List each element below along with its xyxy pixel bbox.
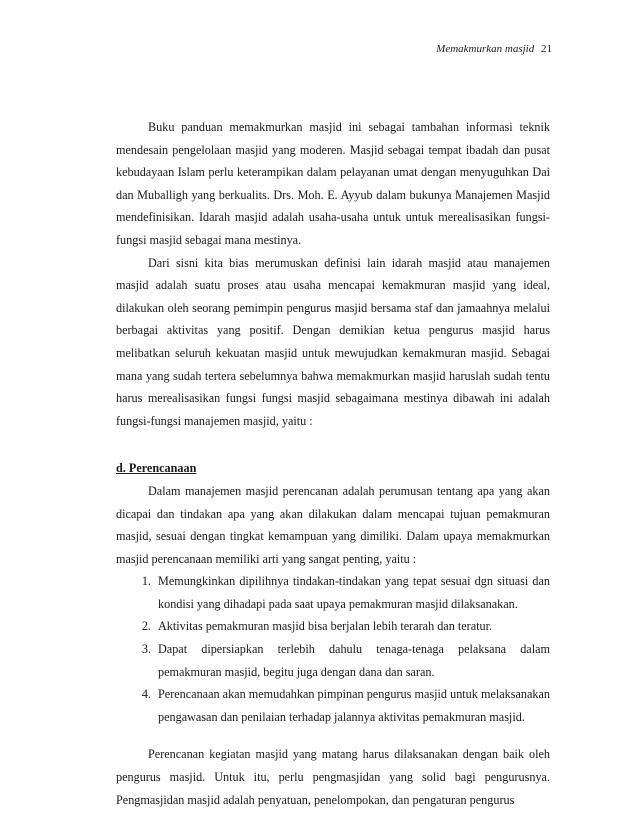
list-item: 1. Memungkinkan dipilihnya tindakan-tindakan yang tepat sesuai dgn situasi dan kondisi yang dihadapi pada saat upaya pemakmuran masjid dilaksanakan. xyxy=(154,570,550,615)
paragraph-closing: Perencanan kegiatan masjid yang matang harus dilaksanakan dengan baik oleh pengurus masjid. Untuk itu, perlu pengmasjidan yang solid bagi pengurusnya. Pengmasjidan masjid adalah penyatuan, penelompokan, dan pengaturan pengurus xyxy=(116,747,550,807)
running-header-title: Memakmurkan masjid xyxy=(436,43,535,55)
section-intro: Dalam manajemen masjid perencanan adalah perumusan tentang apa yang akan dicapai dan tindakan apa yang akan dilakukan dalam mencapai tujuan pemakmuran masjid, sesuai dengan tingkat kemampuan yang dimiliki. Dalam upaya memakmurkan masjid perencanaan memiliki arti yang sangat penting, yaitu : xyxy=(116,483,550,566)
running-header xyxy=(436,43,552,55)
list-item: 3. Dapat dipersiapkan terlebih dahulu tenaga-tenaga pelaksana dalam pemakmuran masjid, begitu juga dengan dana dan saran. xyxy=(154,638,550,683)
section-heading: d. Perencanaan xyxy=(116,461,197,476)
paragraph-definition: Dari sisni kita bias merumuskan definisi lain idarah masjid atau manajemen masjid adalah suatu proses atau usaha mencapai kemakmuran masjid yang ideal, dilakukan oleh seorang pemimpin pengurus masjid bersama staf dan jamaahnya melalui berbagai aktivitas yang positif. Dengan demikian ketua pengurus masjid harus melibatkan seluruh kekuatan masjid untuk mewujudkan kemakmuran masjid. Sebagai mana yang sudah tertera sebelumnya bahwa memakmurkan masjid haruslah sudah tentu harus merealisasikan fungsi fungsi masjid sebagaimana mestinya dibawah ini adalah fungsi-fungsi manajemen masjid, yaitu : xyxy=(116,255,550,428)
page-number: 21 xyxy=(541,43,552,55)
list-item: 2. Aktivitas pemakmuran masjid bisa berjalan lebih terarah dan teratur. xyxy=(154,615,550,638)
paragraph-intro: Buku panduan memakmurkan masjid ini sebagai tambahan informasi teknik mendesain pengelolaan masjid yang moderen. Masjid sebagai tempat ibadah dan pusat kebudayaan Islam perlu keterampikan dalam pelayanan umat dengan menyuguhkan Dai dan Muballigh yang berkualits. Drs. Moh. E. Ayyub dalam bukunya Manajemen Masjid mendefinisikan. Idarah masjid adalah usaha-usaha untuk untuk merealisasikan fungsi-fungsi masjid sebagai mana mestinya. xyxy=(116,120,550,247)
body-text xyxy=(116,116,550,811)
numbered-list xyxy=(116,570,550,728)
list-item: 4. Perencanaan akan memudahkan pimpinan pengurus masjid untuk melaksanakan pengawasan dan penilaian terhadap jalannya aktivitas pemakmuran masjid. xyxy=(154,683,550,728)
